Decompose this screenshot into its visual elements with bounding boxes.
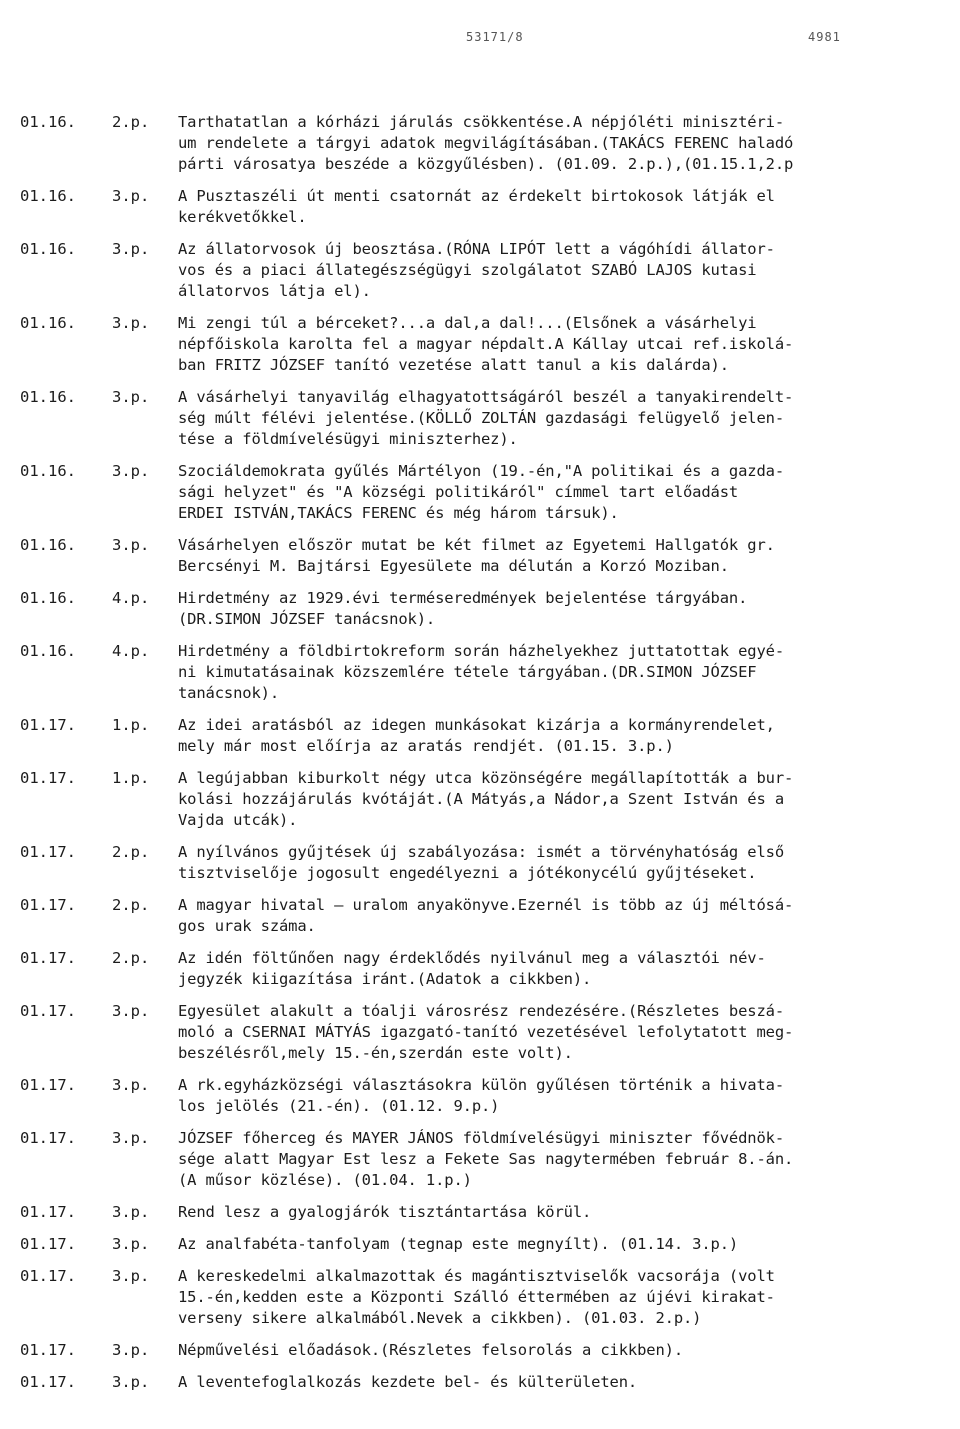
header-mark-right: 4981 [808, 30, 841, 44]
entry-text: A leventefoglalkozás kezdete bel- és külterületen. [178, 1373, 638, 1391]
list-item [20, 239, 940, 302]
entry-page: 2.p. [112, 113, 150, 131]
entry-date: 01.16. [20, 240, 76, 258]
entry-page: 3.p. [112, 1002, 150, 1020]
entry-page: 2.p. [112, 896, 150, 914]
entry-date: 01.16. [20, 187, 76, 205]
entry-text: JÓZSEF főherceg és MAYER JÁNOS földmívelésügyi miniszter fővédnök- sége alatt Magyar Est lesz a Fekete Sas nagytermében február 8.-án. (A műsor közlése). (01.04. 1.p.) [178, 1129, 794, 1189]
entry-text: Egyesület alakult a tóalji városrész rendezésére.(Részletes beszá- moló a CSERNAI MÁTYÁS igazgató-tanító vezetésével lefolytatott meg- beszélésről,mely 15.-én,szerdán este volt). [178, 1002, 794, 1062]
entry-text: A nyílvános gyűjtések új szabályozása: ismét a törvényhatóság első tisztviselője jogosult engedélyezni a jótékonycélú gyűjtéseket. [178, 843, 784, 882]
entry-text: A Pusztaszéli út menti csatornát az érdekelt birtokosok látják el kerékvetőkkel. [178, 187, 775, 226]
entry-date: 01.17. [20, 1203, 76, 1221]
entry-text: Vásárhelyen először mutat be két filmet az Egyetemi Hallgatók gr. Bercsényi M. Bajtársi Egyesülete ma délután a Korzó Moziban. [178, 536, 775, 575]
entry-page: 3.p. [112, 536, 150, 554]
entry-date: 01.17. [20, 896, 76, 914]
entry-date: 01.16. [20, 536, 76, 554]
entry-date: 01.16. [20, 589, 76, 607]
entry-page: 3.p. [112, 1235, 150, 1253]
entry-list [20, 112, 940, 1404]
entry-text: Az állatorvosok új beosztása.(RÓNA LIPÓT lett a vágóhídi állator- vos és a piaci állategészségügyi szolgálatot SZABÓ LAJOS kutasi állatorvos látja el). [178, 240, 775, 300]
entry-page: 3.p. [112, 1129, 150, 1147]
entry-date: 01.17. [20, 949, 76, 967]
entry-page: 3.p. [112, 1341, 150, 1359]
entry-page: 4.p. [112, 589, 150, 607]
entry-text: Szociáldemokrata gyűlés Mártélyon (19.-én,"A politikai és a gazda- sági helyzet" és "A községi politikáról" címmel tart előadást ERDEI ISTVÁN,TAKÁCS FERENC és még három társuk). [178, 462, 784, 522]
entry-page: 3.p. [112, 314, 150, 332]
entry-date: 01.17. [20, 716, 76, 734]
entry-date: 01.16. [20, 462, 76, 480]
entry-text: A rk.egyházközségi választásokra külön gyűlésen történik a hivata- los jelölés (21.-én). (01.12. 9.p.) [178, 1076, 784, 1115]
entry-text: A kereskedelmi alkalmazottak és magántisztviselők vacsorája (volt 15.-én,kedden este a Központi Szálló éttermében az újévi kirakat- verseny sikere alkalmából.Nevek a cikkben). (01.03. 2.p.) [178, 1267, 775, 1327]
entry-date: 01.16. [20, 388, 76, 406]
list-item [20, 1340, 940, 1361]
entry-date: 01.17. [20, 1129, 76, 1147]
list-item [20, 1234, 940, 1255]
entry-text: Rend lesz a gyalogjárók tisztántartása körül. [178, 1203, 592, 1221]
entry-page: 3.p. [112, 1076, 150, 1094]
entry-date: 01.17. [20, 1235, 76, 1253]
entry-text: Az idén föltűnően nagy érdeklődés nyilvánul meg a választói név- jegyzék kiigazítása iránt.(Adatok a cikkben). [178, 949, 766, 988]
entry-page: 3.p. [112, 462, 150, 480]
list-item [20, 1372, 940, 1393]
entry-page: 1.p. [112, 716, 150, 734]
list-item [20, 535, 940, 577]
entry-page: 3.p. [112, 1373, 150, 1391]
entry-date: 01.17. [20, 1341, 76, 1359]
entry-text: Hirdetmény az 1929.évi terméseredmények bejelentése tárgyában. (DR.SIMON JÓZSEF tanácsnok). [178, 589, 748, 628]
entry-text: A legújabban kiburkolt négy utca közönségére megállapították a bur- kolási hozzájárulás kvótáját.(A Mátyás,a Nádor,a Szent István és a Vajda utcák). [178, 769, 794, 829]
entry-text: Népművelési előadások.(Részletes felsorolás a cikkben). [178, 1341, 683, 1359]
entry-date: 01.17. [20, 1373, 76, 1391]
entry-text: Mi zengi túl a bérceket?...a dal,a dal!...(Elsőnek a vásárhelyi népfőiskola karolta fel a magyar népdalt.A Kállay utcai ref.iskolá- ban FRITZ JÓZSEF tanító vezetése alatt tanul a kis dalárda). [178, 314, 794, 374]
list-item [20, 715, 940, 757]
entry-text: Tarthatatlan a kórházi járulás csökkentése.A népjóléti minisztéri- um rendelete a tárgyi adatok megvilágításában.(TAKÁCS FERENC haladó párti városatya beszéde a közgyűlésben). (01.09. 2.p.),(01.15.1,2.p [178, 113, 794, 173]
list-item [20, 1202, 940, 1223]
list-item [20, 186, 940, 228]
entry-page: 2.p. [112, 949, 150, 967]
entry-page: 3.p. [112, 187, 150, 205]
list-item [20, 461, 940, 524]
entry-text: Hirdetmény a földbirtokreform során házhelyekhez juttatottak egyé- ni kimutatásainak közszemlére tétele tárgyában.(DR.SIMON JÓZSEF tanácsnok). [178, 642, 784, 702]
entry-page: 1.p. [112, 769, 150, 787]
entry-date: 01.17. [20, 1267, 76, 1285]
list-item [20, 641, 940, 704]
list-item [20, 895, 940, 937]
list-item [20, 1075, 940, 1117]
entry-text: Az idei aratásból az idegen munkásokat kizárja a kormányrendelet, mely már most előírja az aratás rendjét. (01.15. 3.p.) [178, 716, 775, 755]
header-mark-left: 53171/8 [466, 30, 524, 44]
list-item [20, 768, 940, 831]
entry-date: 01.16. [20, 113, 76, 131]
entry-page: 3.p. [112, 240, 150, 258]
list-item [20, 588, 940, 630]
list-item [20, 1001, 940, 1064]
entry-text: A magyar hivatal — uralom anyakönyve.Ezernél is több az új méltósá- gos urak száma. [178, 896, 794, 935]
entry-text: A vásárhelyi tanyavilág elhagyatottságáról beszél a tanyakirendelt- ség múlt félévi jelentése.(KÖLLŐ ZOLTÁN gazdasági felügyelő jelen- tése a földmívelésügyi miniszterhez). [178, 388, 794, 448]
entry-page: 4.p. [112, 642, 150, 660]
entry-date: 01.16. [20, 642, 76, 660]
entry-text: Az analfabéta-tanfolyam (tegnap este megnyílt). (01.14. 3.p.) [178, 1235, 739, 1253]
entry-date: 01.16. [20, 314, 76, 332]
entry-page: 3.p. [112, 388, 150, 406]
entry-date: 01.17. [20, 1002, 76, 1020]
entry-page: 3.p. [112, 1203, 150, 1221]
entry-date: 01.17. [20, 843, 76, 861]
page-header [0, 30, 960, 54]
list-item [20, 1128, 940, 1191]
entry-date: 01.17. [20, 769, 76, 787]
list-item [20, 842, 940, 884]
entry-date: 01.17. [20, 1076, 76, 1094]
list-item [20, 112, 940, 175]
list-item [20, 1266, 940, 1329]
entry-page: 3.p. [112, 1267, 150, 1285]
list-item [20, 948, 940, 990]
list-item [20, 313, 940, 376]
list-item [20, 387, 940, 450]
entry-page: 2.p. [112, 843, 150, 861]
